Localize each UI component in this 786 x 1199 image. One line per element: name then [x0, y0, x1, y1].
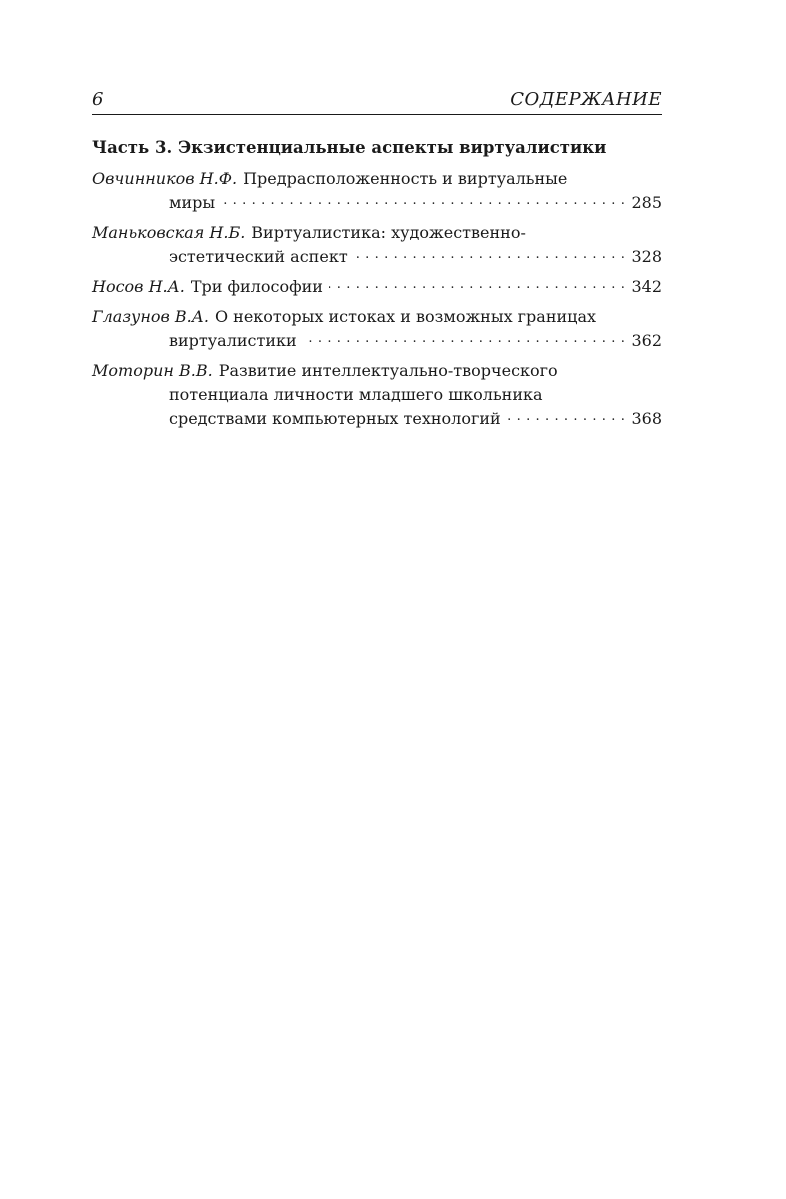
toc-entry-author: Глазунов В.А. — [92, 307, 209, 326]
dot-leader — [354, 246, 626, 262]
toc-entry-line — [92, 383, 662, 407]
toc-entry-line — [92, 245, 662, 269]
toc-entry-author: Моторин В.В. — [92, 361, 213, 380]
toc-entry-author: Носов Н.А. — [92, 277, 185, 296]
toc-entry-page: 368 — [631, 409, 662, 428]
dot-leader — [507, 408, 626, 424]
toc-entry-title-line: миры — [169, 193, 216, 212]
toc-entry-title-line: виртуалистики — [169, 331, 297, 350]
dot-leader — [221, 192, 625, 208]
page-number: 6 — [92, 89, 104, 110]
toc-entry-author: Маньковская Н.Б. — [92, 223, 246, 242]
toc-entry-title-line: Предрасположенность и виртуальные — [243, 169, 568, 188]
toc-entry-title-line: Виртуалистика: художественно- — [251, 223, 526, 242]
toc-entry-page: 342 — [631, 277, 662, 296]
toc-entry-title-line: эстетический аспект — [169, 247, 348, 266]
toc-entry-line — [92, 191, 662, 215]
toc-entry-title-line: О некоторых истоках и возможных границах — [214, 307, 597, 326]
toc-entry-page: 285 — [631, 193, 662, 212]
table-of-contents — [92, 167, 662, 431]
toc-entry-line — [92, 275, 662, 299]
toc-entry-line — [92, 305, 662, 329]
part-heading: Часть 3. Экзистенциальные аспекты виртуалистики — [92, 138, 607, 157]
book-page — [92, 88, 662, 437]
running-head-title: СОДЕРЖАНИЕ — [510, 89, 662, 110]
toc-entry — [92, 275, 662, 299]
dot-leader — [329, 276, 626, 292]
toc-entry-author: Овчинников Н.Ф. — [92, 169, 238, 188]
toc-entry — [92, 305, 662, 353]
running-head — [92, 88, 662, 115]
toc-entry-title-line: Развитие интеллектуально-творческого — [218, 361, 558, 380]
toc-entry-line — [92, 359, 662, 383]
toc-entry-title-line: средствами компьютерных технологий — [169, 409, 501, 428]
toc-entry-line — [92, 221, 662, 245]
dot-leader — [303, 330, 626, 346]
toc-entry-title-line: Три философии — [190, 277, 323, 296]
toc-entry-line — [92, 167, 662, 191]
toc-entry-page: 362 — [631, 331, 662, 350]
toc-entry — [92, 359, 662, 431]
toc-entry — [92, 167, 662, 215]
toc-entry-line — [92, 329, 662, 353]
toc-entry-page: 328 — [631, 247, 662, 266]
toc-entry — [92, 221, 662, 269]
toc-entry-title-line: потенциала личности младшего школьника — [169, 385, 543, 404]
toc-entry-line — [92, 407, 662, 431]
